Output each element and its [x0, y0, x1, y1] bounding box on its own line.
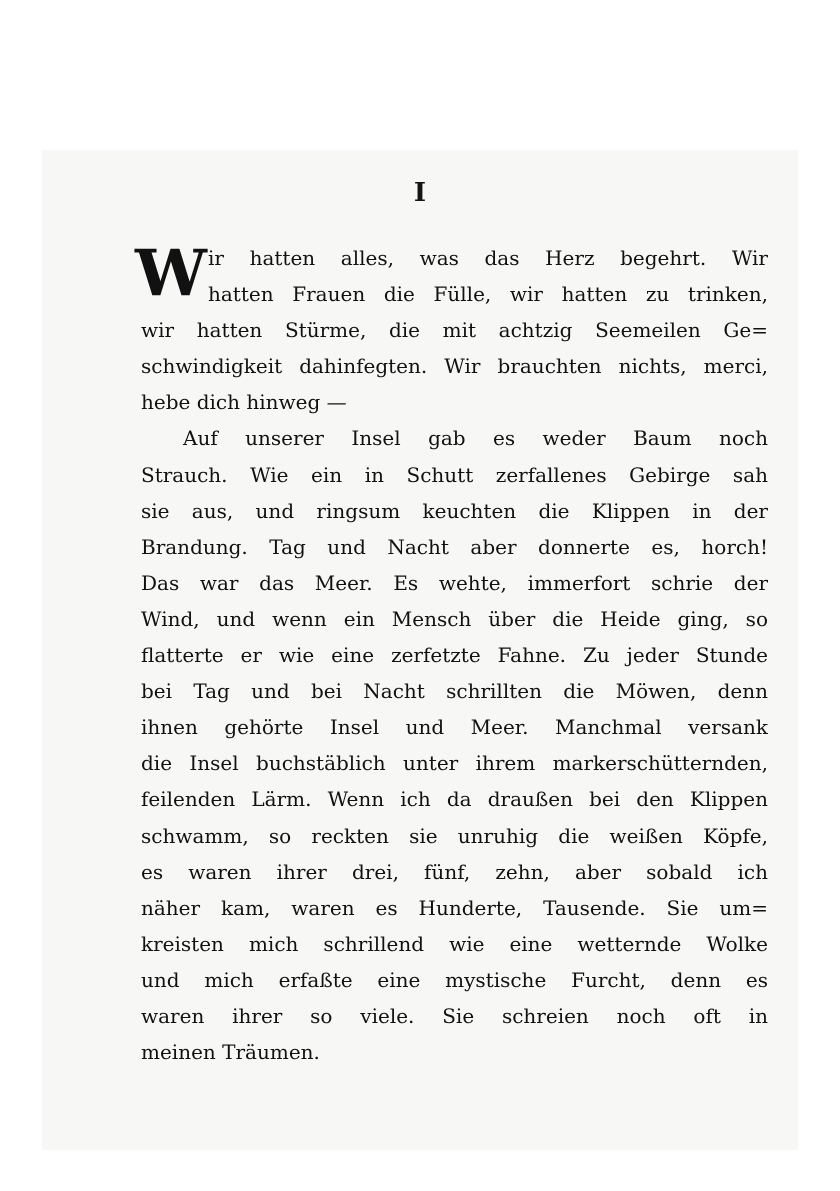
text-line: näher kam, waren es Hunderte, Tausende. Sie um= [141, 895, 768, 920]
text-line: die Insel buchstäblich unter ihrem markerschütternden, [141, 751, 768, 776]
text-line: hatten Frauen die Fülle, wir hatten zu trinken, [208, 282, 768, 307]
text-line: schwamm, so reckten sie unruhig die weißen Köpfe, [141, 823, 768, 848]
body-text [135, 236, 768, 1070]
text-line: Brandung. Tag und Nacht aber donnerte es, horch! [141, 534, 768, 559]
text-line: ihnen gehörte Insel und Meer. Manchmal versank [141, 715, 768, 740]
text-line: sie aus, und ringsum keuchten die Klippen in der [141, 498, 768, 523]
text-line: schwindigkeit dahinfegten. Wir brauchten nichts, merci, [141, 354, 768, 379]
text-line: Wind, und wenn ein Mensch über die Heide ging, so [141, 606, 768, 631]
text-line: es waren ihrer drei, fünf, zehn, aber sobald ich [141, 859, 768, 884]
text-line: Strauch. Wie ein in Schutt zerfallenes Gebirge sah [141, 462, 768, 487]
text-line: hebe dich hinweg — [141, 390, 347, 415]
text-line: Das war das Meer. Es wehte, immerfort schrie der [141, 570, 768, 595]
text-line: bei Tag und bei Nacht schrillten die Möwen, denn [141, 679, 768, 704]
drop-cap: W [135, 236, 207, 311]
text-line: feilenden Lärm. Wenn ich da draußen bei den Klippen [141, 787, 768, 812]
text-line: Auf unserer Insel gab es weder Baum noch [183, 426, 768, 451]
text-line: meinen Träumen. [141, 1040, 320, 1065]
text-line: wir hatten Stürme, die mit achtzig Seemeilen Ge= [141, 318, 768, 343]
text-line: waren ihrer so viele. Sie schreien noch oft in [141, 1003, 768, 1028]
text-line: kreisten mich schrillend wie eine wetternde Wolke [141, 931, 768, 956]
paragraph [141, 240, 768, 420]
text-line: flatterte er wie eine zerfetzte Fahne. Zu jeder Stunde [141, 643, 768, 668]
text-line: ir hatten alles, was das Herz begehrt. Wir [208, 246, 768, 270]
text-line: und mich erfaßte eine mystische Furcht, denn es [141, 967, 768, 992]
chapter-number: I [413, 178, 427, 208]
paragraph [141, 420, 768, 1070]
